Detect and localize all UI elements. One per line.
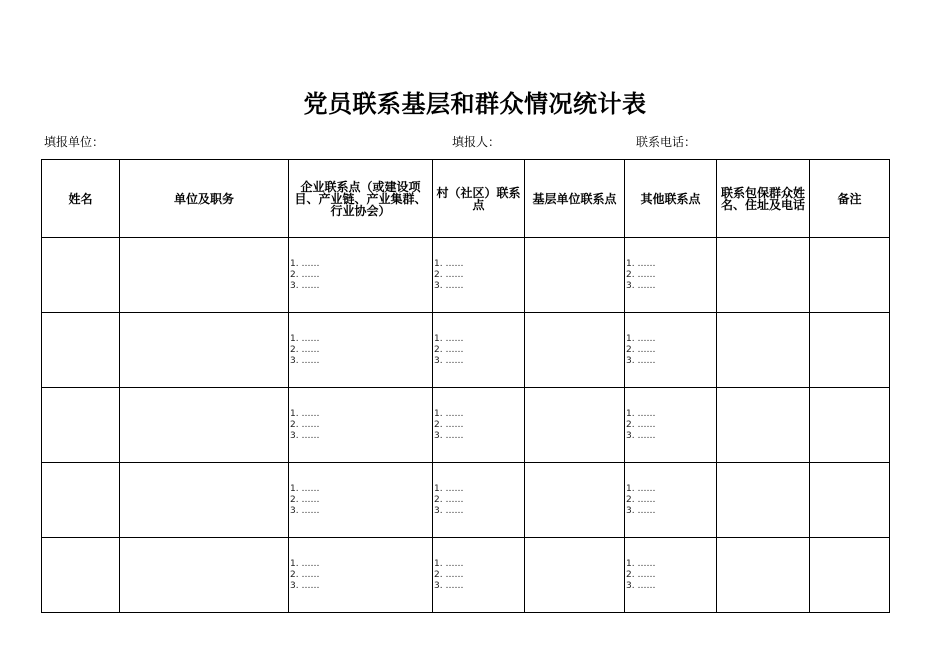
table-cell[interactable] [433, 463, 525, 538]
header-village-contact: 村（社区）联系点 [433, 160, 525, 238]
table-cell[interactable] [625, 313, 717, 388]
list-item: 2. …… [626, 269, 656, 280]
table-cell[interactable] [289, 238, 433, 313]
contact-phone-label: 联系电话： [636, 135, 697, 149]
table-cell[interactable] [42, 463, 120, 538]
statistics-table [41, 159, 890, 613]
table-cell[interactable] [810, 238, 890, 313]
list-item: 2. …… [626, 419, 656, 430]
list-item: 2. …… [626, 344, 656, 355]
table-cell[interactable] [717, 313, 810, 388]
table-cell[interactable] [625, 238, 717, 313]
list-item: 3. …… [290, 505, 320, 516]
table-row [42, 238, 890, 313]
list-item: 3. …… [626, 280, 656, 291]
list-item: 1. …… [290, 483, 320, 494]
list-item: 1. …… [626, 408, 656, 419]
table-cell[interactable] [810, 538, 890, 613]
table-cell[interactable] [120, 388, 289, 463]
cell-item-list [433, 259, 524, 292]
list-item: 3. …… [434, 280, 464, 291]
table-cell[interactable] [433, 388, 525, 463]
table-cell[interactable] [289, 463, 433, 538]
cell-item-list [625, 334, 716, 367]
list-item: 3. …… [626, 430, 656, 441]
cell-item-list [433, 334, 524, 367]
table-cell[interactable] [289, 388, 433, 463]
table-cell[interactable] [42, 238, 120, 313]
cell-item-list [625, 409, 716, 442]
list-item: 2. …… [626, 494, 656, 505]
list-item: 2. …… [434, 344, 464, 355]
list-item: 3. …… [626, 505, 656, 516]
table-cell[interactable] [433, 538, 525, 613]
list-item: 2. …… [434, 569, 464, 580]
table-row [42, 463, 890, 538]
cell-item-list [289, 259, 432, 292]
header-remarks: 备注 [810, 160, 890, 238]
table-cell[interactable] [810, 463, 890, 538]
table-cell[interactable] [525, 313, 625, 388]
list-item: 2. …… [626, 569, 656, 580]
list-item: 3. …… [434, 505, 464, 516]
filler-label: 填报人： [452, 135, 501, 149]
list-item: 2. …… [290, 419, 320, 430]
table-row [42, 313, 890, 388]
list-item: 1. …… [434, 258, 464, 269]
list-item: 2. …… [290, 344, 320, 355]
table-row [42, 538, 890, 613]
table-cell[interactable] [717, 388, 810, 463]
table-cell[interactable] [433, 313, 525, 388]
cell-item-list [289, 409, 432, 442]
cell-item-list [433, 484, 524, 517]
cell-item-list [289, 334, 432, 367]
table-cell[interactable] [120, 538, 289, 613]
header-row [42, 160, 890, 238]
list-item: 1. …… [290, 408, 320, 419]
header-other-contact: 其他联系点 [625, 160, 717, 238]
list-item: 3. …… [290, 280, 320, 291]
table-cell[interactable] [42, 313, 120, 388]
table-cell[interactable] [525, 538, 625, 613]
header-unit-position: 单位及职务 [120, 160, 289, 238]
table-cell[interactable] [433, 238, 525, 313]
list-item: 3. …… [626, 580, 656, 591]
header-masses-contact: 联系包保群众姓名、住址及电话 [717, 160, 810, 238]
header-name: 姓名 [42, 160, 120, 238]
list-item: 1. …… [290, 558, 320, 569]
list-item: 1. …… [626, 483, 656, 494]
list-item: 2. …… [290, 269, 320, 280]
list-item: 1. …… [434, 483, 464, 494]
list-item: 1. …… [434, 558, 464, 569]
table-cell[interactable] [289, 313, 433, 388]
list-item: 2. …… [434, 269, 464, 280]
table-cell[interactable] [525, 238, 625, 313]
cell-item-list [433, 409, 524, 442]
page-title: 党员联系基层和群众情况统计表 [303, 89, 647, 118]
list-item: 3. …… [626, 355, 656, 366]
table-cell[interactable] [625, 388, 717, 463]
table-row [42, 388, 890, 463]
table-cell[interactable] [625, 538, 717, 613]
list-item: 3. …… [434, 580, 464, 591]
list-item: 1. …… [626, 558, 656, 569]
list-item: 2. …… [434, 419, 464, 430]
cell-item-list [625, 559, 716, 592]
cell-item-list [289, 559, 432, 592]
list-item: 3. …… [434, 430, 464, 441]
list-item: 3. …… [434, 355, 464, 366]
cell-item-list [625, 259, 716, 292]
cell-item-list [433, 559, 524, 592]
table-cell[interactable] [717, 538, 810, 613]
table-cell[interactable] [120, 238, 289, 313]
list-item: 3. …… [290, 355, 320, 366]
reporting-unit-label: 填报单位： [44, 135, 105, 149]
table-cell[interactable] [289, 538, 433, 613]
table-cell[interactable] [810, 313, 890, 388]
header-enterprise-contact: 企业联系点（或建设项目、产业链、产业集群、行业协会） [289, 160, 433, 238]
cell-item-list [289, 484, 432, 517]
list-item: 3. …… [290, 430, 320, 441]
cell-item-list [625, 484, 716, 517]
table-cell[interactable] [717, 238, 810, 313]
table-cell[interactable] [625, 463, 717, 538]
table-cell[interactable] [42, 538, 120, 613]
list-item: 2. …… [290, 569, 320, 580]
list-item: 2. …… [290, 494, 320, 505]
list-item: 1. …… [290, 258, 320, 269]
list-item: 1. …… [290, 333, 320, 344]
header-grassroots-contact: 基层单位联系点 [525, 160, 625, 238]
list-item: 3. …… [290, 580, 320, 591]
list-item: 2. …… [434, 494, 464, 505]
list-item: 1. …… [626, 258, 656, 269]
table-cell[interactable] [717, 463, 810, 538]
table-cell[interactable] [525, 388, 625, 463]
table-cell[interactable] [120, 463, 289, 538]
list-item: 1. …… [434, 333, 464, 344]
list-item: 1. …… [434, 408, 464, 419]
list-item: 1. …… [626, 333, 656, 344]
table-cell[interactable] [42, 388, 120, 463]
table-cell[interactable] [120, 313, 289, 388]
table-cell[interactable] [810, 388, 890, 463]
table-cell[interactable] [525, 463, 625, 538]
